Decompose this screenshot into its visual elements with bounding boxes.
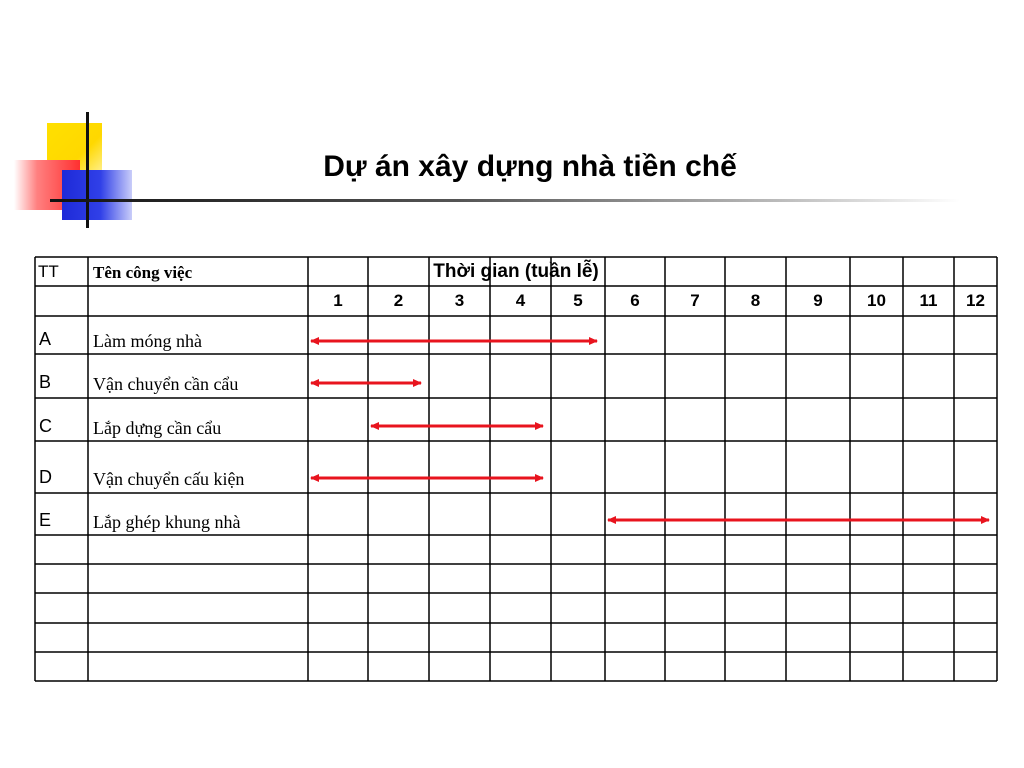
- week-number-8: 8: [750, 291, 761, 310]
- task-name: Vận chuyển cần cẩu: [93, 374, 239, 394]
- week-number-6: 6: [630, 291, 640, 310]
- week-number-10: 10: [867, 291, 886, 310]
- task-id: C: [39, 416, 52, 436]
- week-number-2: 2: [393, 291, 404, 310]
- slide-title: Dự án xây dựng nhà tiền chế: [323, 150, 737, 183]
- task-name: Lắp dựng cần cẩu: [93, 418, 222, 438]
- header-time: Thời gian (tuần lễ): [433, 261, 599, 282]
- header-tt: TT: [38, 262, 59, 281]
- task-name: Vận chuyển cấu kiện: [93, 469, 245, 489]
- week-number-11: 11: [919, 291, 938, 310]
- header-task-name: Tên công việc: [93, 263, 193, 282]
- week-number-3: 3: [454, 291, 465, 310]
- week-number-12: 12: [966, 291, 985, 310]
- week-number-7: 7: [690, 291, 700, 310]
- task-id: E: [39, 510, 52, 530]
- task-id: D: [39, 467, 52, 487]
- week-number-4: 4: [515, 291, 526, 310]
- week-number-5: 5: [573, 291, 583, 310]
- task-name: Lắp ghép khung nhà: [93, 512, 241, 532]
- week-number-9: 9: [813, 291, 823, 310]
- task-name: Làm móng nhà: [93, 331, 202, 351]
- task-id: A: [39, 329, 52, 349]
- task-id: B: [39, 372, 52, 392]
- week-number-1: 1: [333, 291, 343, 310]
